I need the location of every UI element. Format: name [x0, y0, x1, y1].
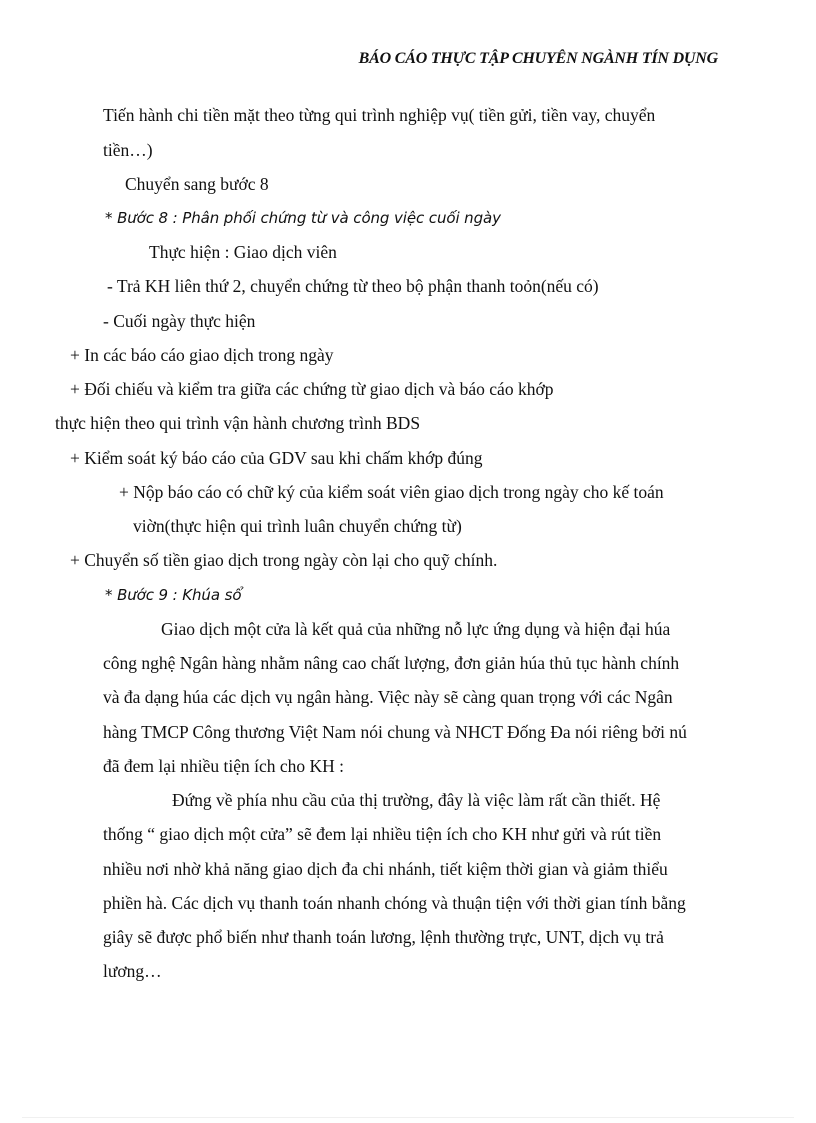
page-header-title: BÁO CÁO THỰC TẬP CHUYÊN NGÀNH TÍN DỤNG	[358, 50, 718, 67]
step-8-heading: * Bước 8 : Phân phối chứng từ và công việc cuối ngày	[105, 209, 501, 227]
paragraph-line: đã đem lại nhiều tiện ích cho KH :	[103, 756, 345, 776]
paragraph-line: hàng TMCP Công thương Việt Nam nói chung và NHCT Đống Đa nói riêng bởi nú	[103, 722, 687, 742]
body-line: + Nộp báo cáo có chữ ký của kiểm soát viên giao dịch trong ngày cho kế toán	[119, 482, 664, 502]
body-line: Chuyển sang bước 8	[125, 174, 269, 194]
body-line: - Trả KH liên thứ 2, chuyển chứng từ theo bộ phận thanh toỏn(nếu có)	[107, 276, 599, 296]
body-line: Thực hiện : Giao dịch viên	[149, 242, 337, 262]
page-bottom-rule	[22, 1117, 794, 1118]
paragraph-line: phiền hà. Các dịch vụ thanh toán nhanh chóng và thuận tiện với thời gian tính bằng	[103, 893, 686, 913]
paragraph-line: và đa dạng húa các dịch vụ ngân hàng. Việc này sẽ càng quan trọng với các Ngân	[103, 687, 673, 707]
step-9-heading: * Bước 9 : Khúa sổ	[105, 586, 242, 604]
paragraph-line: thống “ giao dịch một cửa” sẽ đem lại nhiều tiện ích cho KH như gửi và rút tiền	[103, 824, 662, 844]
paragraph-line: công nghệ Ngân hàng nhằm nâng cao chất lượng, đơn giản húa thủ tục hành chính	[103, 653, 680, 673]
body-line: thực hiện theo qui trình vận hành chương trình BDS	[55, 413, 421, 433]
body-line: Tiến hành chi tiền mặt theo từng qui trình nghiệp vụ( tiền gửi, tiền vay, chuyển	[103, 105, 656, 125]
paragraph-line: Đứng về phía nhu cầu của thị trường, đây là việc làm rất cần thiết. Hệ	[172, 790, 661, 810]
body-line: + Kiểm soát ký báo cáo của GDV sau khi chấm khớp đúng	[70, 448, 483, 468]
paragraph-line: nhiều nơi nhờ khả năng giao dịch đa chi nhánh, tiết kiệm thời gian và giảm thiểu	[103, 859, 668, 879]
body-line: viờn(thực hiện qui trình luân chuyển chứng từ)	[133, 516, 462, 536]
body-line: + In các báo cáo giao dịch trong ngày	[70, 345, 334, 365]
body-line: + Đối chiếu và kiểm tra giữa các chứng từ giao dịch và báo cáo khớp	[70, 379, 554, 399]
body-line: + Chuyển số tiền giao dịch trong ngày còn lại cho quỹ chính.	[70, 550, 498, 570]
paragraph-line: giây sẽ được phổ biến như thanh toán lương, lệnh thường trực, UNT, dịch vụ trả	[103, 927, 664, 947]
paragraph-line: lương…	[103, 961, 162, 981]
body-line: tiền…)	[103, 140, 153, 160]
paragraph-line: Giao dịch một cửa là kết quả của những nỗ lực ứng dụng và hiện đại húa	[161, 619, 671, 639]
body-line: - Cuối ngày thực hiện	[103, 311, 256, 331]
